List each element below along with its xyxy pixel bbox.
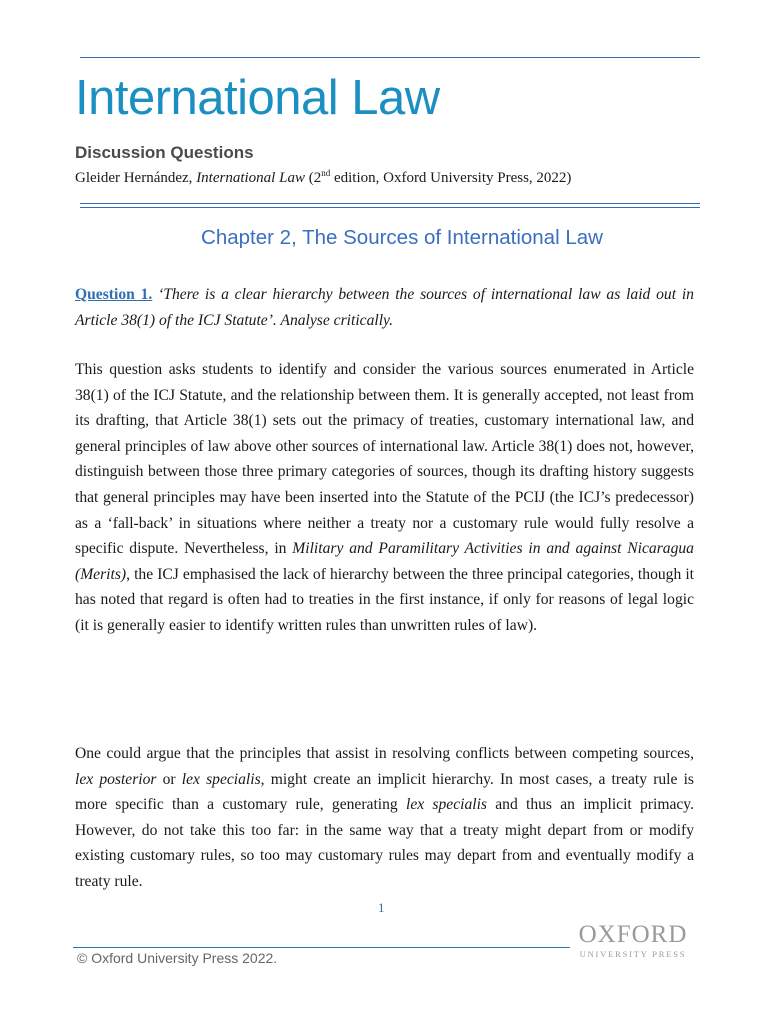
footer-divider	[73, 947, 570, 948]
term-lex-specialis: lex specialis	[181, 770, 261, 788]
page-number: 1	[378, 900, 385, 915]
logo-subtitle: UNIVERSITY PRESS	[579, 949, 687, 959]
paragraph2-part4: and thus an implicit primacy. However, do not take this too far: in the same way that a treaty might depart from or modify existing customary rules, so too may customary rules may depart from and eventually modify a treaty rule.	[75, 796, 694, 890]
citation-book-title: International Law	[196, 170, 305, 186]
copyright-notice: © Oxford University Press 2022.	[77, 950, 278, 966]
document-subtitle: Discussion Questions	[75, 143, 254, 162]
term-lex-posterior: lex posterior	[75, 770, 157, 788]
paragraph2-part1: One could argue that the principles that assist in resolving conflicts between competing sources,	[75, 745, 694, 762]
question-label-link[interactable]: Question 1.	[75, 286, 153, 303]
question-block	[75, 282, 694, 333]
question-text: ‘There is a clear hierarchy between the sources of international law as laid out in Article 38(1) of the ICJ Statute’. Analyse critically.	[75, 286, 694, 329]
chapter-heading: Chapter 2, The Sources of International Law	[201, 226, 603, 249]
book-citation	[75, 168, 571, 187]
paragraph1-part2: , the ICJ emphasised the lack of hierarchy between the three principal categories, though it has noted that regard is often had to treaties in the first instance, if only for reasons of legal logic (it is generally easier to identify written rules than unwritten rules of law).	[75, 565, 694, 634]
header-double-divider	[80, 203, 700, 208]
case-name: Military and Paramilitary Activities in and against Nicaragua (Merits)	[75, 540, 694, 583]
paragraph1-part1: This question asks students to identify and consider the various sources enumerated in Article 38(1) of the ICJ Statute, and the relationship between them. It is generally accepted, not least from its drafting, that Article 38(1) sets out the primacy of treaties, customary international law, and general principles of law above other sources of international law. Article 38(1) does not, however, distinguish between those three primary categories of sources, though its drafting history suggests that general principles may have been inserted into the Statute of the PCIJ (the ICJ’s predecessor) as a ‘fall-back’ in situations where neither a treaty nor a customary rule would fully resolve a specific dispute. Nevertheless, in	[75, 361, 694, 558]
paragraph2-part3: , might create an implicit hierarchy. In most cases, a treaty rule is more specific than a customary rule, generating	[75, 770, 694, 814]
answer-paragraph-1	[75, 357, 694, 639]
citation-edition-sup: nd	[321, 168, 331, 178]
top-divider	[80, 57, 700, 58]
document-title: International Law	[75, 71, 440, 125]
citation-author: Gleider Hernández,	[75, 170, 197, 186]
logo-wordmark: OXFORD	[578, 921, 688, 948]
term-lex-specialis-2: lex specialis	[405, 796, 487, 814]
citation-publisher: edition, Oxford University Press, 2022)	[330, 170, 572, 186]
citation-edition-pre: (2	[304, 170, 322, 186]
paragraph2-part2: or	[156, 770, 182, 788]
oxford-logo	[571, 922, 695, 960]
answer-paragraph-2	[75, 741, 694, 895]
